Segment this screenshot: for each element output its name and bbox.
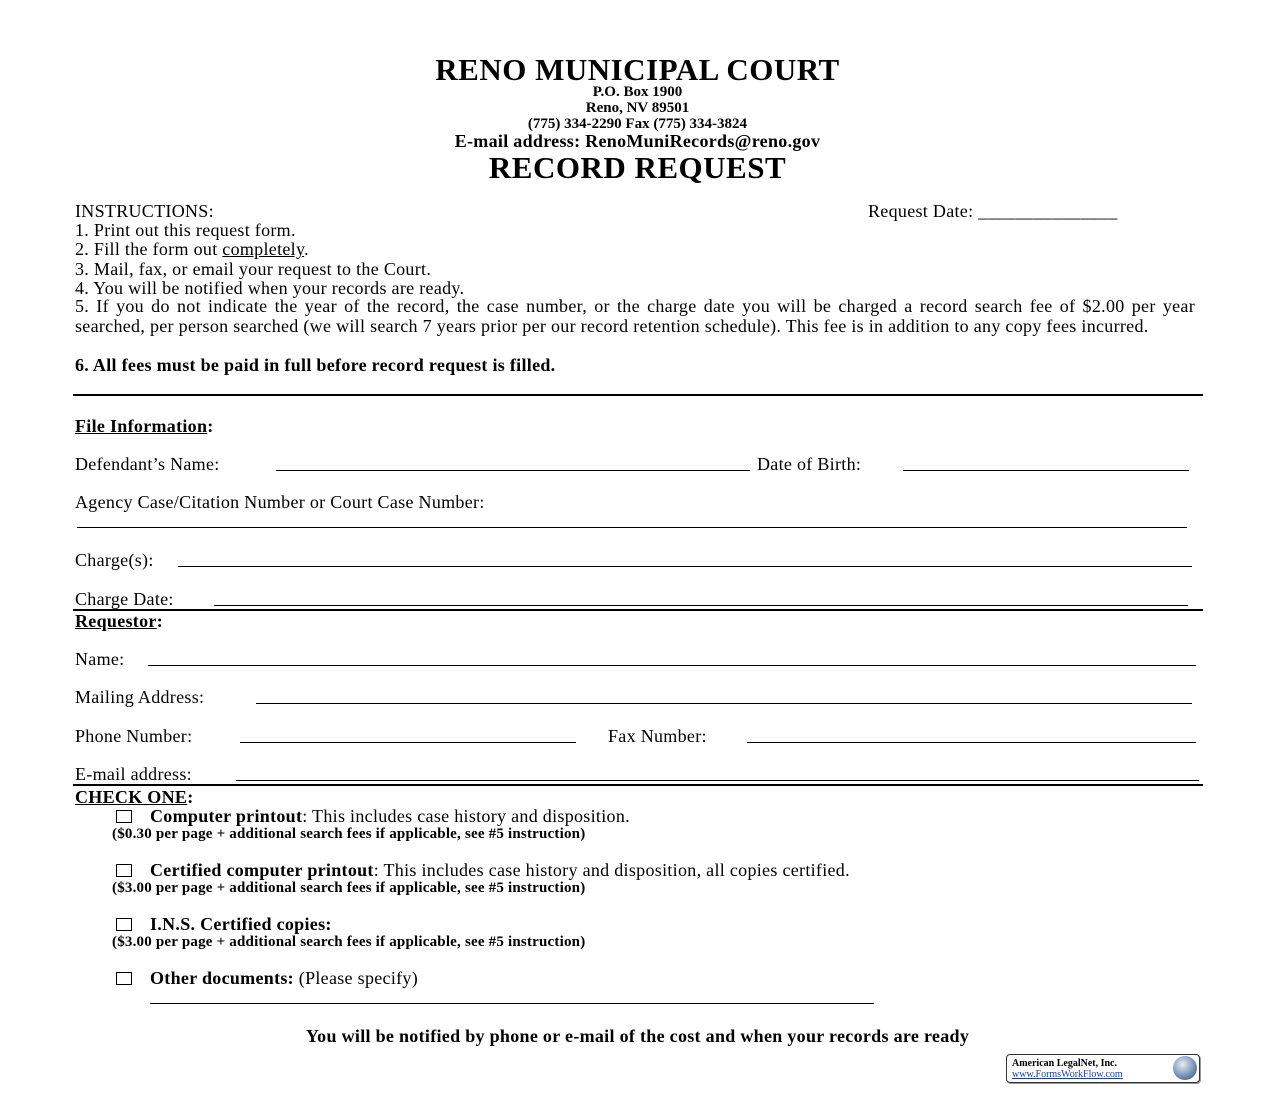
phone-number-field[interactable] (240, 742, 576, 743)
case-number-label: Agency Case/Citation Number or Court Case Number: (75, 492, 485, 512)
court-city: Reno, NV 89501 (585, 100, 690, 116)
phone-number-label: Phone Number: (75, 726, 193, 746)
certified-printout-fee-note: ($3.00 per page + additional search fees if applicable, see #5 instruction) (112, 880, 586, 896)
section-divider (73, 609, 1203, 611)
dob-field[interactable] (903, 470, 1189, 471)
requestor-name-field[interactable] (148, 665, 1196, 666)
file-info-heading (75, 416, 214, 437)
ins-certified-checkbox[interactable] (116, 918, 132, 931)
option-description: : This includes case history and disposition, all copies certified. (373, 860, 850, 880)
mailing-address-label: Mailing Address: (75, 687, 205, 707)
charges-label: Charge(s): (75, 550, 154, 570)
court-name: RENO MUNICIPAL COURT (435, 52, 840, 87)
ins-certified-fee-note: ($3.00 per page + additional search fees if applicable, see #5 instruction) (112, 934, 586, 950)
charge-date-field[interactable] (214, 605, 1188, 606)
logo-company-name: American LegalNet, Inc. (1012, 1058, 1117, 1069)
ins-certified-option (150, 914, 332, 935)
fax-number-label: Fax Number: (608, 726, 707, 746)
check-one-heading-text: CHECK ONE (75, 787, 188, 807)
certified-printout-option (150, 860, 850, 881)
email-address-field[interactable] (236, 780, 1199, 781)
instruction-1: 1. Print out this request form. (75, 220, 296, 240)
email-address-label: E-mail address: (75, 764, 192, 784)
instruction-4: 4. You will be notified when your records are ready. (75, 278, 465, 298)
option-title: Certified computer printout (150, 860, 374, 880)
charges-field[interactable] (178, 566, 1192, 567)
case-number-field[interactable] (77, 527, 1187, 528)
dob-label: Date of Birth: (757, 454, 862, 474)
computer-printout-checkbox[interactable] (116, 810, 132, 823)
section-divider (73, 394, 1203, 396)
instruction-2-prefix: 2. Fill the form out (75, 239, 223, 259)
option-description: (Please specify) (293, 968, 419, 988)
requestor-heading (75, 611, 163, 632)
check-one-heading (75, 787, 194, 808)
instructions-heading: INSTRUCTIONS: (75, 201, 214, 221)
instruction-6: 6. All fees must be paid in full before record request is filled. (75, 355, 556, 375)
requestor-heading-colon: : (156, 611, 163, 631)
globe-icon (1173, 1056, 1197, 1080)
file-info-heading-text: File Information (75, 416, 208, 436)
defendant-name-field[interactable] (276, 470, 750, 471)
charge-date-label: Charge Date: (75, 589, 174, 609)
section-divider (73, 784, 1203, 786)
computer-printout-fee-note: ($0.30 per page + additional search fees if applicable, see #5 instruction) (112, 826, 586, 842)
footer-notice: You will be notified by phone or e-mail of the cost and when your records are ready (305, 1026, 970, 1046)
court-email: E-mail address: RenoMuniRecords@reno.gov (454, 131, 821, 151)
requestor-heading-text: Requestor (75, 611, 157, 631)
certified-printout-checkbox[interactable] (116, 864, 132, 877)
computer-printout-option (150, 806, 630, 827)
instruction-3: 3. Mail, fax, or email your request to the Court. (75, 259, 432, 279)
option-title: Other documents: (150, 968, 294, 988)
other-documents-specify-field[interactable] (150, 1003, 874, 1004)
request-date-field[interactable]: Request Date: _______________ (868, 201, 1118, 221)
check-one-heading-colon: : (187, 787, 194, 807)
fax-number-field[interactable] (747, 742, 1196, 743)
court-phone-fax: (775) 334-2290 Fax (775) 334-3824 (527, 116, 748, 132)
instruction-2 (75, 239, 309, 260)
option-title: Computer printout (150, 806, 303, 826)
other-documents-checkbox[interactable] (116, 972, 132, 985)
file-info-heading-colon: : (207, 416, 214, 436)
requestor-name-label: Name: (75, 649, 125, 669)
court-po-box: P.O. Box 1900 (592, 84, 683, 100)
instruction-2-emphasis: completely (222, 239, 305, 259)
instruction-2-suffix: . (304, 239, 309, 259)
other-documents-option (150, 968, 418, 989)
logo-website-link[interactable]: www.FormsWorkFlow.com (1012, 1069, 1123, 1080)
instruction-5: 5. If you do not indicate the year of the record, the case number, or the charge date you will be charged a record search fee of $2.00 per year searched, per person searched (we will search 7 years prior per our record retention schedule). This fee is in addition to any copy fees incurred. (75, 296, 1195, 336)
option-title: I.N.S. Certified copies: (150, 914, 332, 934)
american-legalnet-logo (1006, 1054, 1200, 1083)
defendant-name-label: Defendant’s Name: (75, 454, 220, 474)
mailing-address-field[interactable] (256, 703, 1192, 704)
form-title: RECORD REQUEST (488, 150, 787, 185)
option-description: : This includes case history and disposition. (302, 806, 630, 826)
